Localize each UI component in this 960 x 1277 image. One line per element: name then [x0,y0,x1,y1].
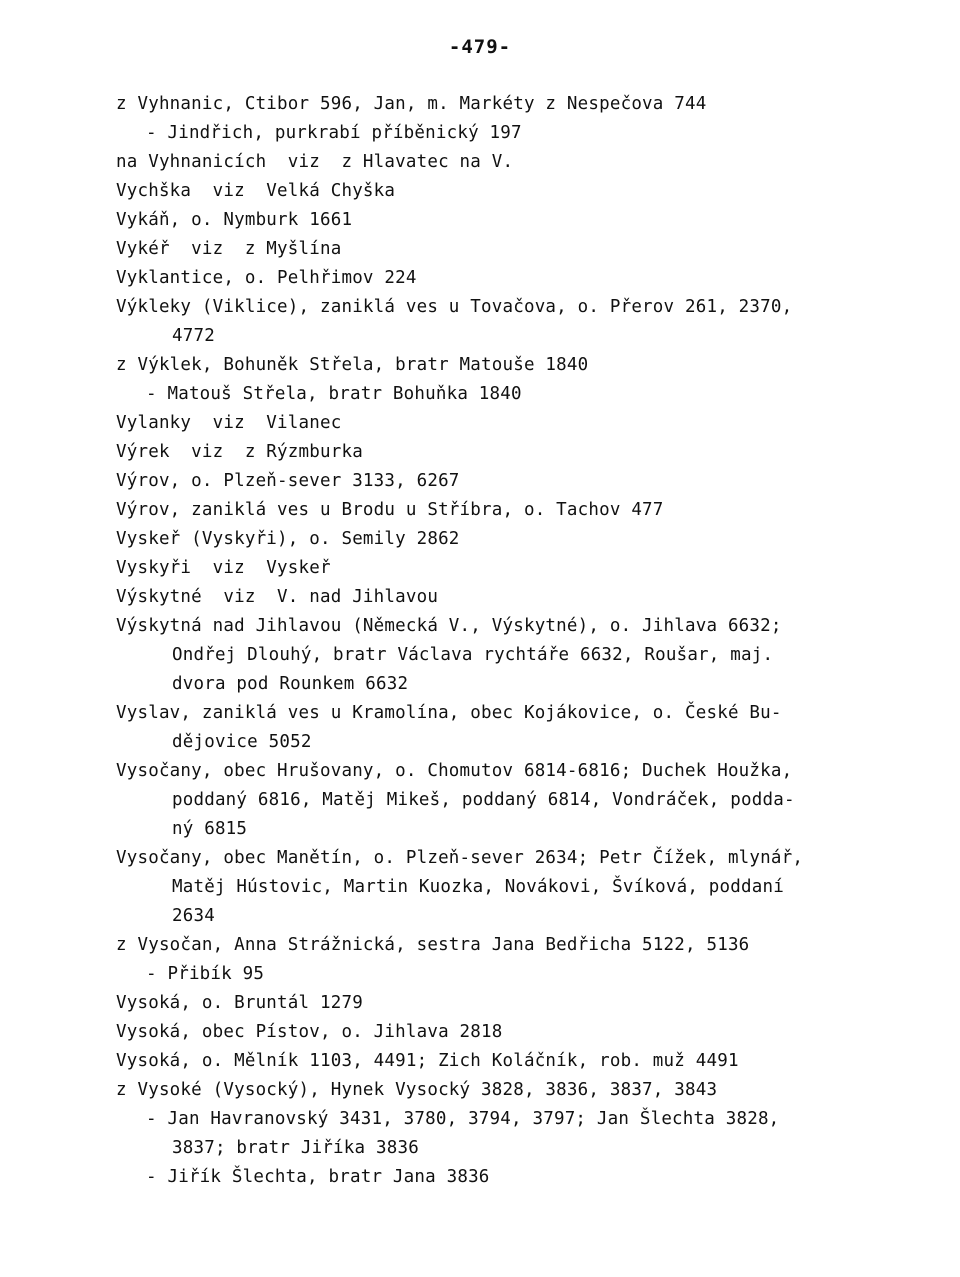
index-line: - Jiřík Šlechta, bratr Jana 3836 [146,1167,490,1187]
index-line: Vyklantice, o. Pelhřimov 224 [116,268,417,288]
index-line: - Matouš Střela, bratr Bohuňka 1840 [146,384,522,404]
index-line: Vyskyři viz Vyskeř [116,558,331,578]
index-line: Vysočany, obec Hrušovany, o. Chomutov 6814-6816; Duchek Houžka, [116,761,793,781]
index-line: Vykáň, o. Nymburk 1661 [116,210,353,230]
index-line: ný 6815 [172,819,248,839]
index-line: Vyskeř (Vyskyři), o. Semily 2862 [116,529,460,549]
index-line: - Přibík 95 [146,964,265,984]
index-entries [116,90,876,1192]
index-line: Vyslav, zaniklá ves u Kramolína, obec Kojákovice, o. České Bu- [116,703,782,723]
index-line: Ondřej Dlouhý, bratr Václava rychtáře 6632, Roušar, maj. [172,645,774,665]
index-line: Výskytné viz V. nad Jihlavou [116,587,439,607]
index-line: poddaný 6816, Matěj Mikeš, poddaný 6814, Vondráček, podda- [172,790,795,810]
index-line: 2634 [172,906,215,926]
index-line: Výrov, o. Plzeň-sever 3133, 6267 [116,471,460,491]
index-line: - Jindřich, purkrabí příběnický 197 [146,123,522,143]
index-line: Matěj Hústovic, Martin Kuozka, Novákovi, Švíková, poddaní [172,877,784,897]
index-line: 3837; bratr Jiříka 3836 [172,1138,419,1158]
index-line: Vychška viz Velká Chyška [116,181,396,201]
index-line: - Jan Havranovský 3431, 3780, 3794, 3797; Jan Šlechta 3828, [146,1109,780,1129]
index-line: Vysoká, o. Mělník 1103, 4491; Zich Koláčník, rob. muž 4491 [116,1051,739,1071]
index-line: Výrov, zaniklá ves u Brodu u Stříbra, o. Tachov 477 [116,500,664,520]
index-line: Vylanky viz Vilanec [116,413,342,433]
index-line: dvora pod Rounkem 6632 [172,674,409,694]
index-line: Výkleky (Viklice), zaniklá ves u Tovačova, o. Přerov 261, 2370, [116,297,793,317]
index-line: Vysoká, obec Pístov, o. Jihlava 2818 [116,1022,503,1042]
index-line: Vysočany, obec Manětín, o. Plzeň-sever 2634; Petr Čížek, mlynář, [116,848,804,868]
index-line: z Vysoké (Vysocký), Hynek Vysocký 3828, 3836, 3837, 3843 [116,1080,718,1100]
index-line: z Vyhnanic, Ctibor 596, Jan, m. Markéty z Nespečova 744 [116,94,707,114]
index-line: z Výklek, Bohuněk Střela, bratr Matouše 1840 [116,355,589,375]
page-number: -479- [448,36,512,58]
index-line: dějovice 5052 [172,732,312,752]
index-line: Výrek viz z Rýzmburka [116,442,363,462]
index-line: Vykéř viz z Myšlína [116,239,342,259]
index-line: na Vyhnanicích viz z Hlavatec na V. [116,152,514,172]
index-line: Vysoká, o. Bruntál 1279 [116,993,363,1013]
index-line: Výskytná nad Jihlavou (Německá V., Výskytné), o. Jihlava 6632; [116,616,782,636]
index-line: z Vysočan, Anna Strážnická, sestra Jana Bedřicha 5122, 5136 [116,935,750,955]
index-line: 4772 [172,326,215,346]
